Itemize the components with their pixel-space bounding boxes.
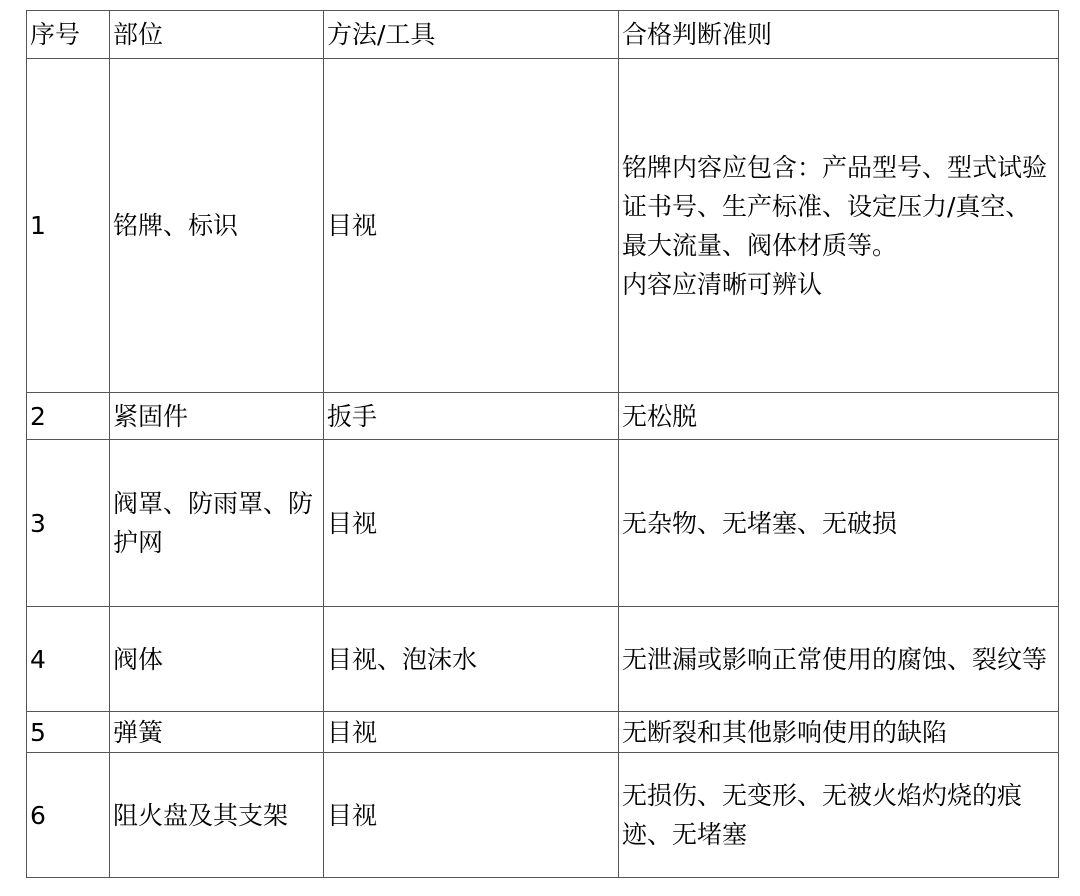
cell-no: 6	[27, 753, 110, 878]
cell-criteria: 无松脱	[619, 393, 1059, 440]
cell-criteria: 无断裂和其他影响使用的缺陷	[619, 712, 1059, 753]
table-row	[27, 753, 1059, 878]
cell-method: 目视	[324, 59, 619, 393]
table-header-row	[27, 11, 1059, 59]
inspection-table-container	[26, 10, 1058, 878]
header-cell-criteria: 合格判断准则	[619, 11, 1059, 59]
cell-part: 弹簧	[110, 712, 324, 753]
cell-no: 2	[27, 393, 110, 440]
inspection-table	[26, 10, 1059, 878]
cell-no: 5	[27, 712, 110, 753]
table-row	[27, 607, 1059, 712]
table-row	[27, 393, 1059, 440]
cell-no: 3	[27, 440, 110, 607]
cell-method: 目视	[324, 440, 619, 607]
cell-method: 目视、泡沫水	[324, 607, 619, 712]
cell-criteria: 无损伤、无变形、无被火焰灼烧的痕迹、无堵塞	[619, 753, 1059, 878]
cell-criteria: 无杂物、无堵塞、无破损	[619, 440, 1059, 607]
cell-criteria	[619, 59, 1059, 393]
cell-criteria: 无泄漏或影响正常使用的腐蚀、裂纹等	[619, 607, 1059, 712]
cell-no: 4	[27, 607, 110, 712]
criteria-line: 铭牌内容应包含：产品型号、型式试验证书号、生产标准、设定压力/真空、最大流量、阀体材质等。	[622, 152, 1048, 260]
cell-part: 阻火盘及其支架	[110, 753, 324, 878]
table-row	[27, 440, 1059, 607]
cell-part: 铭牌、标识	[110, 59, 324, 393]
cell-part: 阀体	[110, 607, 324, 712]
cell-method: 扳手	[324, 393, 619, 440]
table-row	[27, 59, 1059, 393]
header-cell-method: 方法/工具	[324, 11, 619, 59]
cell-no: 1	[27, 59, 110, 393]
header-cell-part: 部位	[110, 11, 324, 59]
header-cell-no: 序号	[27, 11, 110, 59]
table-row	[27, 712, 1059, 753]
cell-method: 目视	[324, 753, 619, 878]
criteria-line: 内容应清晰可辨认	[622, 269, 823, 299]
cell-part: 阀罩、防雨罩、防护网	[110, 440, 324, 607]
cell-part: 紧固件	[110, 393, 324, 440]
cell-method: 目视	[324, 712, 619, 753]
